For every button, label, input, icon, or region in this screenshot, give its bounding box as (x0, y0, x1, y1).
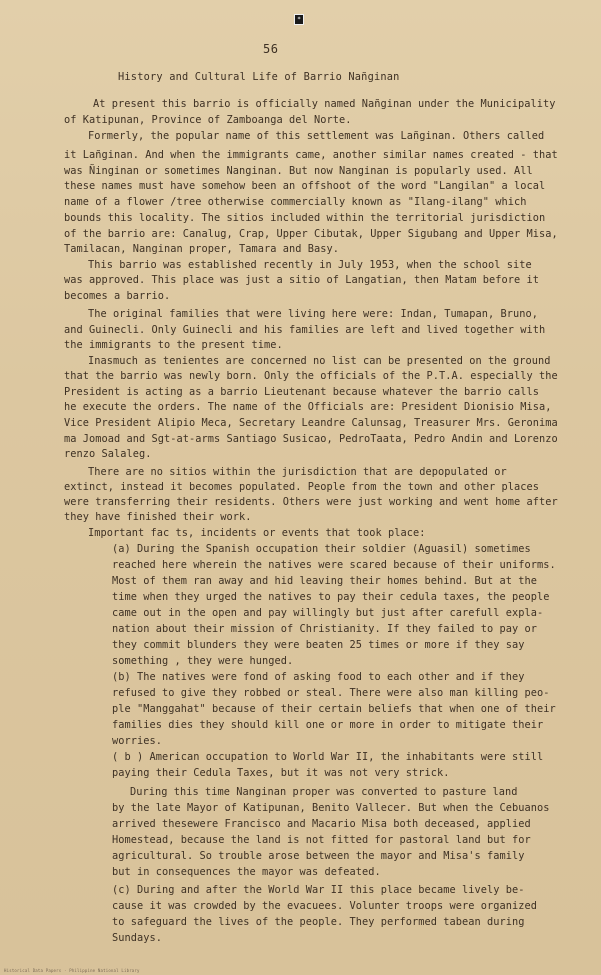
text-line: Tamilacan, Nanginan proper, Tamara and Basy. (64, 243, 339, 255)
text-line: paying their Cedula Taxes, but it was not very strick. (112, 767, 450, 779)
text-line: they commit blunders they were beaten 25 times or more if they say (112, 639, 525, 651)
page-title: History and Cultural Life of Barrio Nañginan (118, 71, 400, 83)
text-line: President is acting as a barrio Lieutenant because whatever the barrio calls (64, 386, 539, 398)
text-line: name of a flower /tree otherwise commercially known as "Ilang-ilang" which (64, 196, 527, 208)
text-line: came out in the open and pay willingly but just after carefull expla- (112, 607, 544, 619)
text-line: agricultural. So trouble arose between the mayor and Misa's family (112, 850, 525, 862)
text-line: Sundays. (112, 932, 162, 944)
text-line: was approved. This place was just a sitio of Langatian, then Matam before it (64, 274, 539, 286)
text-line: arrived thesewere Francisco and Macario Misa both deceased, applied (112, 818, 531, 830)
text-line: time when they urged the natives to pay their cedula taxes, the people (112, 591, 550, 603)
text-line: cause it was crowded by the evacuees. Volunter troops were organized (112, 900, 537, 912)
text-line: by the late Mayor of Katipunan, Benito Vallecer. But when the Cebuanos (112, 802, 550, 814)
text-line: families dies they should kill one or more in order to mitigate their (112, 719, 544, 731)
text-line: During this time Nanginan proper was converted to pasture land (130, 786, 518, 798)
text-line: renzo Salaleg. (64, 448, 152, 460)
text-line: he execute the orders. The name of the Officials are: President Dionisio Misa, (64, 401, 552, 413)
text-line: refused to give they robbed or steal. There were also man killing peo- (112, 687, 550, 699)
text-line: ma Jomoad and Sgt-at-arms Santiago Susicao, PedroTaata, Pedro Andin and Lorenzo (64, 433, 558, 445)
text-line: Most of them ran away and hid leaving their homes behind. But at the (112, 575, 537, 587)
text-line: these names must have somehow been an offshoot of the word "Langilan" a local (64, 180, 546, 192)
text-line: they have finished their work. (64, 511, 252, 523)
corner-marker-icon: * (294, 14, 304, 25)
text-line: (c) During and after the World War II this place became lively be- (112, 884, 525, 896)
text-line: ( b ) American occupation to World War II, the inhabitants were still (112, 751, 544, 763)
text-line: (a) During the Spanish occupation their soldier (Aguasil) sometimes (112, 543, 531, 555)
text-line: Vice President Alipio Meca, Secretary Leandre Calunsag, Treasurer Mrs. Geronima (64, 417, 558, 429)
text-line: of Katipunan, Province of Zamboanga del Norte. (64, 114, 352, 126)
scan-footer: Historical Data Papers · Philippine National Library (4, 968, 140, 973)
text-line: The original families that were living here were: Indan, Tumapan, Bruno, (88, 308, 538, 320)
text-line: At present this barrio is officially named Nañginan under the Municipality (93, 98, 556, 110)
text-line: bounds this locality. The sitios included within the territorial jurisdiction (64, 212, 546, 224)
text-line: Formerly, the popular name of this settlement was Lañginan. Others called (88, 130, 545, 142)
text-line: the immigrants to the present time. (64, 339, 283, 351)
text-line: (b) The natives were fond of asking food to each other and if they (112, 671, 525, 683)
text-line: There are no sitios within the jurisdiction that are depopulated or (88, 466, 507, 478)
text-line: reached here wherein the natives were scared because of their uniforms. (112, 559, 556, 571)
text-line: Inasmuch as tenientes are concerned no list can be presented on the ground (88, 355, 551, 367)
text-line: that the barrio was newly born. Only the officials of the P.T.A. especially the (64, 370, 558, 382)
text-line: nation about their mission of Christianity. If they failed to pay or (112, 623, 537, 635)
text-line: to safeguard the lives of the people. They performed tabean during (112, 916, 525, 928)
text-line: extinct, instead it becomes populated. People from the town and other places (64, 481, 539, 493)
page-number: 56 (263, 42, 279, 56)
text-line: worries. (112, 735, 162, 747)
text-line: were transferring their residents. Others were just working and went home after (64, 496, 558, 508)
text-line: but in consequences the mayor was defeated. (112, 866, 381, 878)
text-line: and Guinecli. Only Guinecli and his families are left and lived together with (64, 324, 546, 336)
text-line: of the barrio are: Canalug, Crap, Upper Cibutak, Upper Sigubang and Upper Misa, (64, 228, 558, 240)
text-line: This barrio was established recently in July 1953, when the school site (88, 259, 532, 271)
text-line: becomes a barrio. (64, 290, 171, 302)
text-line: it Lañginan. And when the immigrants came, another similar names created - that (64, 149, 558, 161)
text-line: something , they were hunged. (112, 655, 294, 667)
text-line: was Ñinginan or sometimes Nanginan. But now Nanginan is popularly used. All (64, 165, 533, 177)
text-line: Important fac ts, incidents or events that took place: (88, 527, 426, 539)
text-line: Homestead, because the land is not fitted for pastoral land but for (112, 834, 531, 846)
text-line: ple "Manggahat" because of their certain beliefs that when one of their (112, 703, 556, 715)
